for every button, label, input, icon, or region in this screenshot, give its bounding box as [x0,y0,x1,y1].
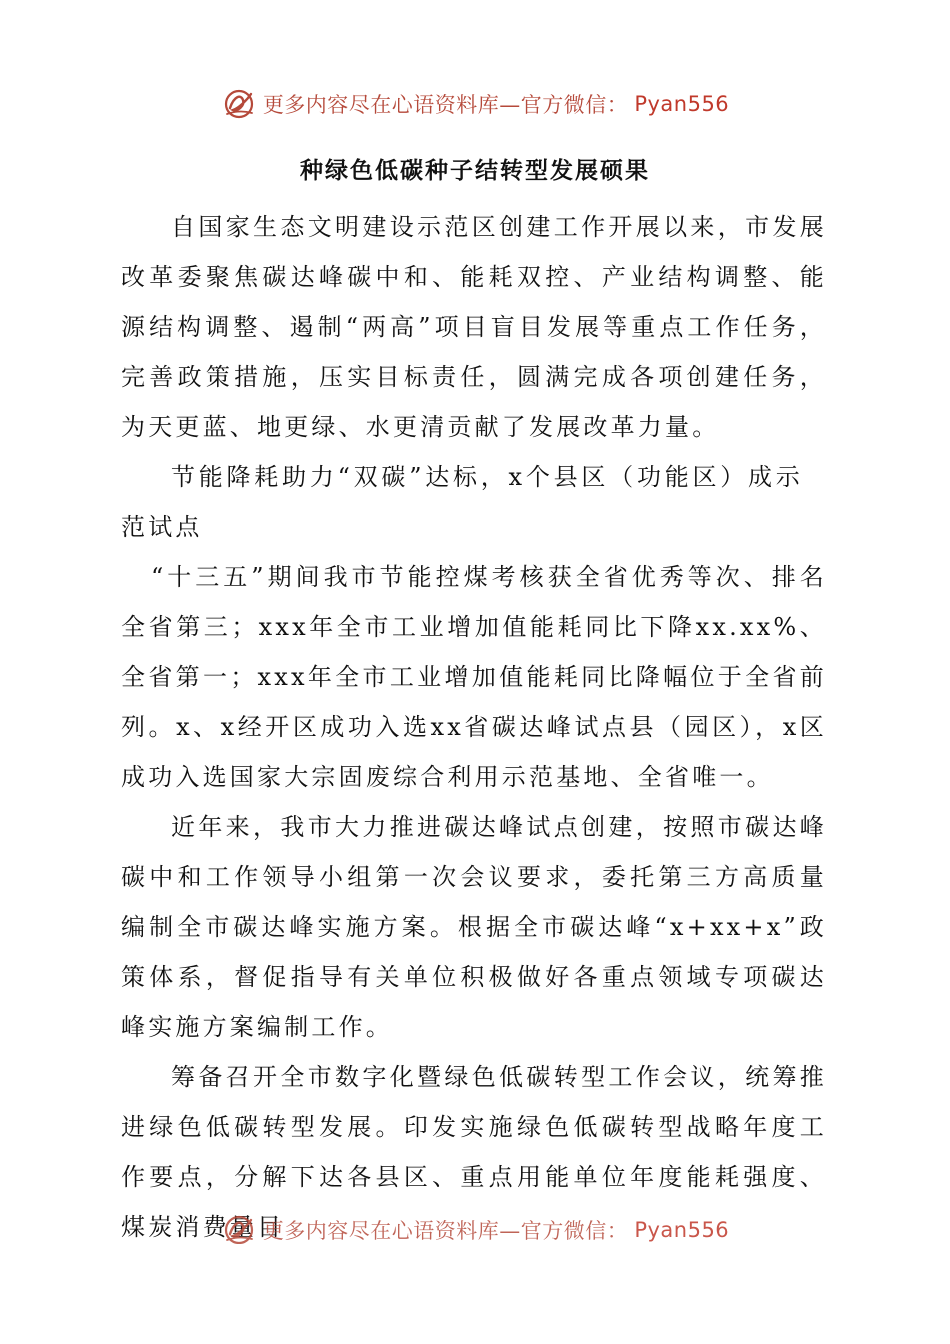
banner-label: 更多内容尽在心语资料库—官方微信： [262,93,629,117]
document-body [121,202,827,1252]
footer-banner-label: 更多内容尽在心语资料库—官方微信： [262,1219,629,1243]
footer-watermark-banner [0,1204,950,1244]
footer-banner-wechat-id: Pyan556 [634,1218,730,1242]
signature-logo-icon [221,1212,257,1244]
banner-wechat-id: Pyan556 [634,92,730,116]
paragraph-achievements: “十三五”期间我市节能控煤考核获全省优秀等次、排名全省第三；xxx年全市工业增加值能耗同比下降xx.xx%、全省第一；xxx年全市工业增加值能耗同比降幅位于全省前列。x、x经开区成功入选xx省碳达峰试点县（园区），x区成功入选国家大宗固废综合利用示范基地、全省唯一。 [121,563,827,791]
signature-logo-icon [221,86,257,122]
banner-content [221,86,729,122]
paragraph-intro: 自国家生态文明建设示范区创建工作开展以来，市发展改革委聚焦碳达峰碳中和、能耗双控、产业结构调整、能源结构调整、遏制“两高”项目盲目发展等重点工作任务，完善政策措施，压实目标责任，圆满完成各项创建任务，为天更蓝、地更绿、水更清贡献了发展改革力量。 [121,213,827,441]
header-watermark-banner [0,82,950,126]
document-title: 种绿色低碳种子结转型发展硕果 [300,158,650,184]
footer-banner-content [221,1212,729,1244]
paragraph-transition: 筹备召开全市数字化暨绿色低碳转型工作会议，统筹推进绿色低碳转型发展。印发实施绿色低碳转型战略年度工作要点，分解下达各县区、重点用能单位年度能耗强度、煤炭消费量目 [121,1063,827,1241]
paragraph-pilot: 近年来，我市大力推进碳达峰试点创建，按照市碳达峰碳中和工作领导小组第一次会议要求，委托第三方高质量编制全市碳达峰实施方案。根据全市碳达峰“x+xx+x”政策体系，督促指导有关单位积极做好各重点领域专项碳达峰实施方案编制工作。 [121,813,827,1041]
paragraph-subheading: 节能降耗助力“双碳”达标，x个县区（功能区）成示范试点 [121,463,803,541]
